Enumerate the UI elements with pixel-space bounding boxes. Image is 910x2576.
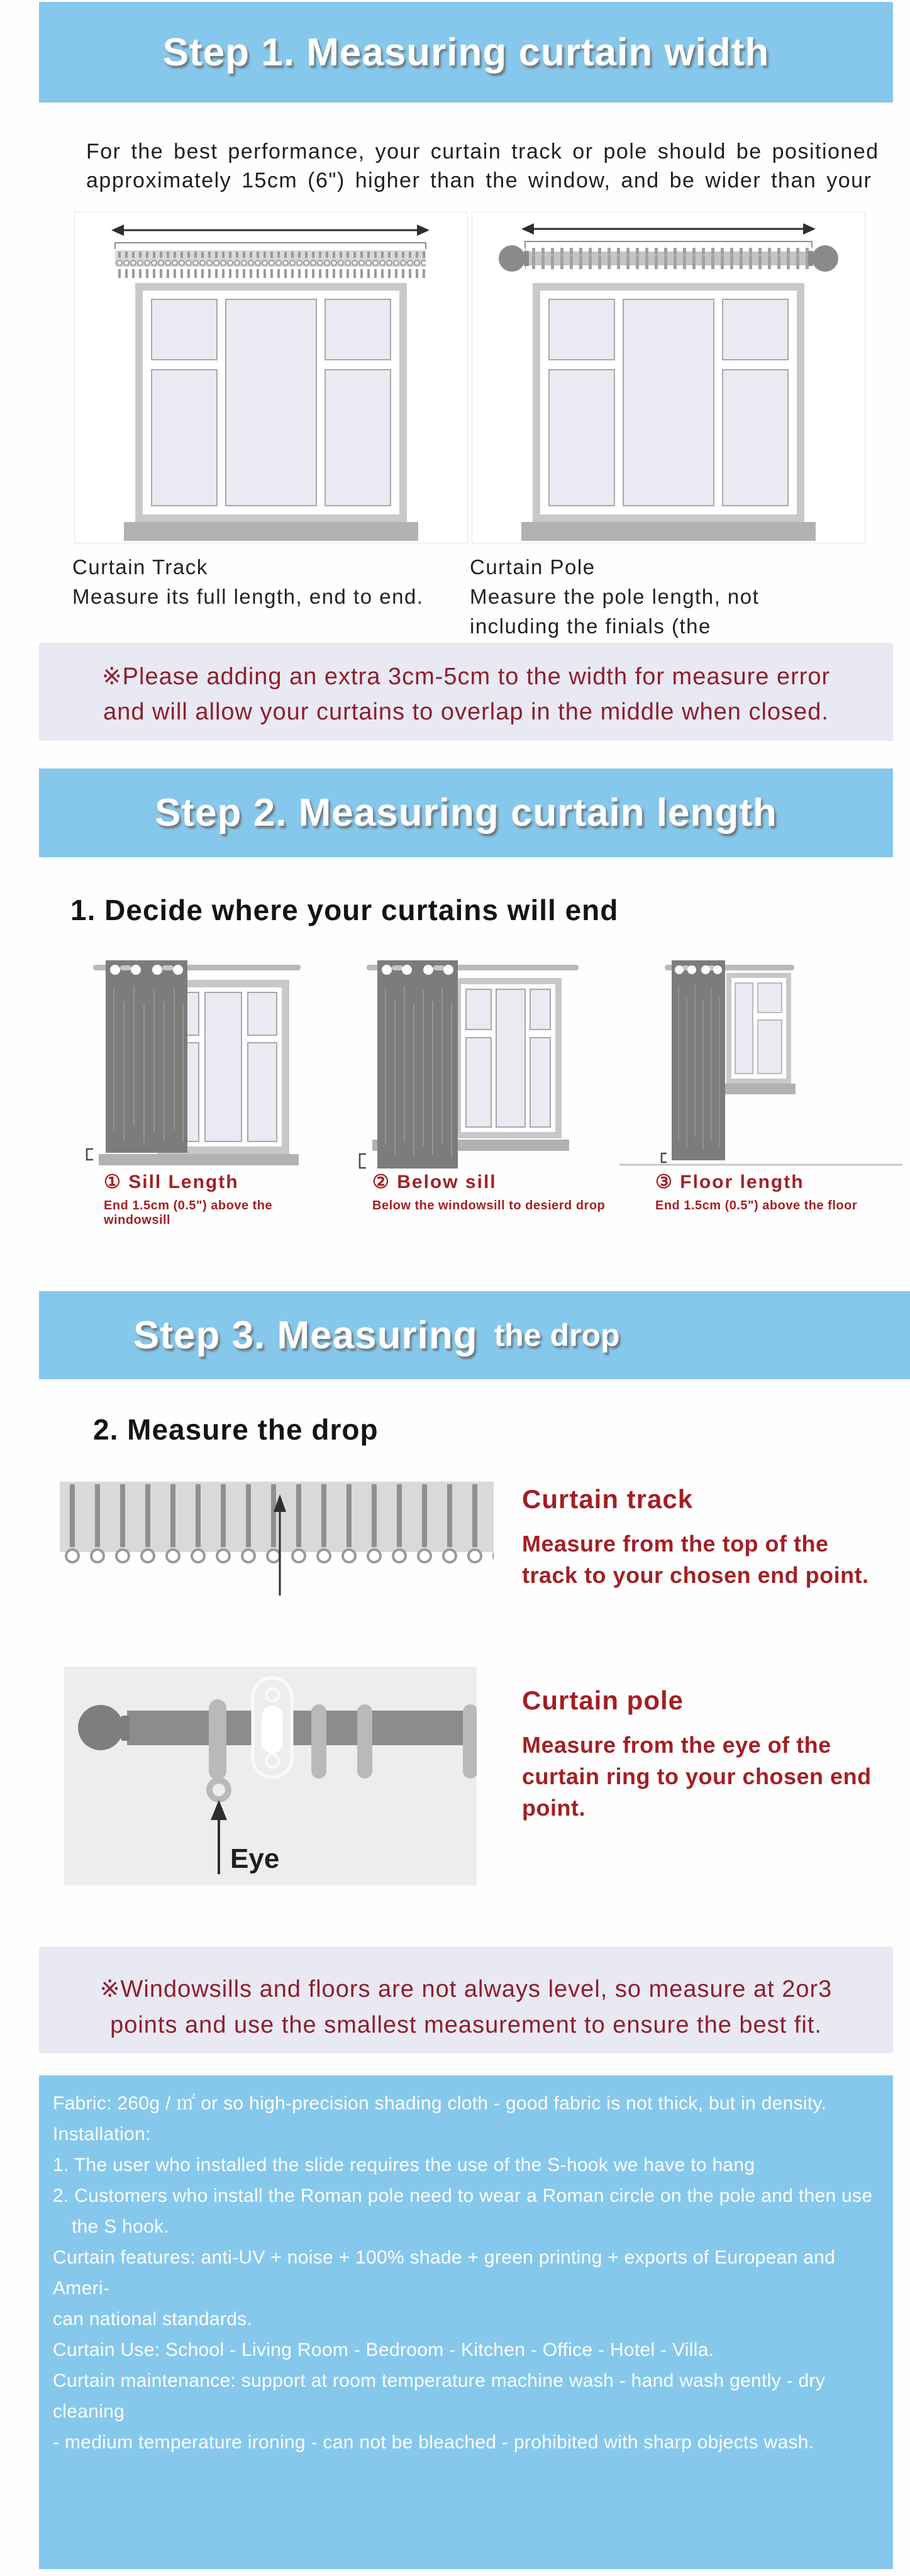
step1-intro [86,137,879,195]
below-sill-illustration [333,943,616,1170]
track-caption-title: Curtain Track [72,555,208,579]
info-line-fabric: Fabric: 260g / ㎡ or so high-precision shading cloth - good fabric is not thick, but in density. [53,2093,827,2114]
pole-caption-body-line2: including the finials (the [470,614,711,638]
step1-intro-line2: approximately 15cm (6") higher than the window, and be wider than your [86,169,872,192]
floor-length-label [655,1171,857,1213]
info-line-features-2: can national standards. [53,2309,253,2329]
curtain-ring-icon [463,1704,477,1779]
windowsill-graphic [124,522,418,541]
curtain-ring-icon [357,1704,372,1779]
windowsill-graphic [521,522,816,541]
track-drop-figure [60,1479,500,1608]
curtain-pole-window-figure [472,212,865,543]
below-sill-desc: Below the windowsill to desierd drop [372,1199,606,1213]
window-graphic [726,973,791,1084]
width-double-arrow-icon [111,225,430,236]
floor-length-desc: End 1.5cm (0.5") above the floor [655,1199,858,1213]
curtain-pole-text [522,1685,872,1824]
step2-heading: 1. Decide where your curtains will end [70,894,619,926]
circled-number-icon: ① [104,1172,122,1192]
info-line-use: Curtain Use: School - Living Room - Bedroom - Kitchen - Office - Hotel - Villa. [53,2340,714,2360]
sill-length-desc: End 1.5cm (0.5") above the windowsill [104,1199,273,1227]
curtain-pole-eye-illustration [64,1667,477,1885]
step1-banner-title: Step 1. Measuring curtain width [162,30,770,74]
step3-heading: 2. Measure the drop [93,1413,379,1446]
windowsill-graphic [99,1154,299,1165]
curtain-track-illustration [60,1479,500,1605]
window-graphic [533,283,804,522]
gap-bracket-icon [87,1149,93,1160]
track-caption-body: Measure its full length, end to end. [72,585,424,608]
width-double-arrow-icon [521,223,816,235]
pole-caption-title: Curtain Pole [470,555,596,579]
curtain-pole-window-illustration [472,213,865,543]
track-caption [72,552,423,611]
right-finial-icon [812,245,838,272]
wall-bracket-graphic [253,1678,292,1777]
sill-length-label [104,1171,341,1228]
curtain-panel-graphic [377,960,458,1169]
curtain-track-window-figure [74,212,468,543]
info-line-maintenance-2: - medium temperature ironing - can not be bleached - prohibited with sharp objects wash. [53,2432,814,2453]
level-note [39,1946,893,2053]
floor-length-figure [616,943,907,1220]
sill-length-title: ① Sill Length [104,1172,239,1192]
curtain-panel-graphic [106,960,187,1153]
pole-text-body: Measure from the eye of the curtain ring to your chosen end point. [522,1732,872,1821]
window-graphic [135,283,407,522]
curtain-track-text [522,1484,869,1591]
step2-banner [39,769,893,857]
floor-length-illustration [616,943,906,1170]
below-sill-title: ② Below sill [372,1172,497,1192]
step1-banner [39,2,893,103]
floor-length-title: ③ Floor length [655,1172,804,1192]
curtain-ring-icon [311,1704,326,1779]
sill-length-illustration [50,943,333,1170]
below-sill-figure [333,943,624,1220]
width-note [39,643,893,741]
info-line-install-2: 2. Customers who install the Roman pole need to wear a Roman circle on the pole and then use [53,2185,873,2206]
track-text-title: Curtain track [522,1484,694,1514]
info-line-install-1: 1. The user who installed the slide requires the use of the S-hook we have to hang [53,2155,755,2175]
pole-text-title: Curtain pole [522,1685,684,1715]
step1-intro-line1: For the best performance, your curtain track or pole should be positioned [86,140,879,164]
curtain-ring-with-eye [209,1699,228,1799]
step3-banner [39,1291,910,1379]
windowsill-graphic [723,1084,796,1094]
sill-length-figure [50,943,341,1227]
gap-bracket-icon [360,1154,366,1168]
info-line-install-2b: the S hook. [72,2216,170,2237]
below-sill-label [372,1171,605,1213]
step3-banner-subtitle: the drop [494,1318,620,1353]
circled-number-icon: ③ [655,1172,674,1192]
pole-drop-figure [64,1667,477,1889]
measure-bracket [115,243,426,249]
window-graphic [455,978,562,1138]
eye-label: Eye [230,1843,280,1874]
step3-banner-title: Step 3. Measuring [133,1313,478,1357]
pole-caption-body-line1: Measure the pole length, not [470,585,760,608]
track-text-body: Measure from the top of the track to your chosen end point. [522,1531,869,1588]
curtain-track-graphic [115,250,426,278]
gap-bracket-icon [662,1153,667,1162]
level-note-line2: points and use the smallest measurement to ensure the best fit. [110,2012,822,2038]
level-note-line1: ※Windowsills and floors are not always level, so measure at 2or3 [99,1976,833,2002]
product-info [39,2075,893,2569]
step2-banner-title: Step 2. Measuring curtain length [155,791,777,835]
circled-number-icon: ② [372,1172,391,1192]
finial-icon [78,1705,123,1750]
info-line-features: Curtain features: anti-UV + noise + 100% shade + green printing + exports of European and Ameri- [53,2247,836,2299]
curtain-track-window-illustration [75,213,467,543]
measure-bracket [525,242,812,248]
curtain-panel-graphic [672,960,725,1160]
width-note-line2: and will allow your curtains to overlap in the middle when closed. [103,699,829,725]
left-finial-icon [499,245,525,272]
pole-caption [470,552,759,641]
info-line-maintenance: Curtain maintenance: support at room temperature machine wash - hand wash gently - dry cleaning [53,2370,826,2422]
curtain-pole-graphic [499,245,838,272]
info-line-installation: Installation: [53,2124,151,2145]
width-note-line1: ※Please adding an extra 3cm-5cm to the width for measure error [101,663,831,690]
eye-ring-icon [209,1780,228,1799]
